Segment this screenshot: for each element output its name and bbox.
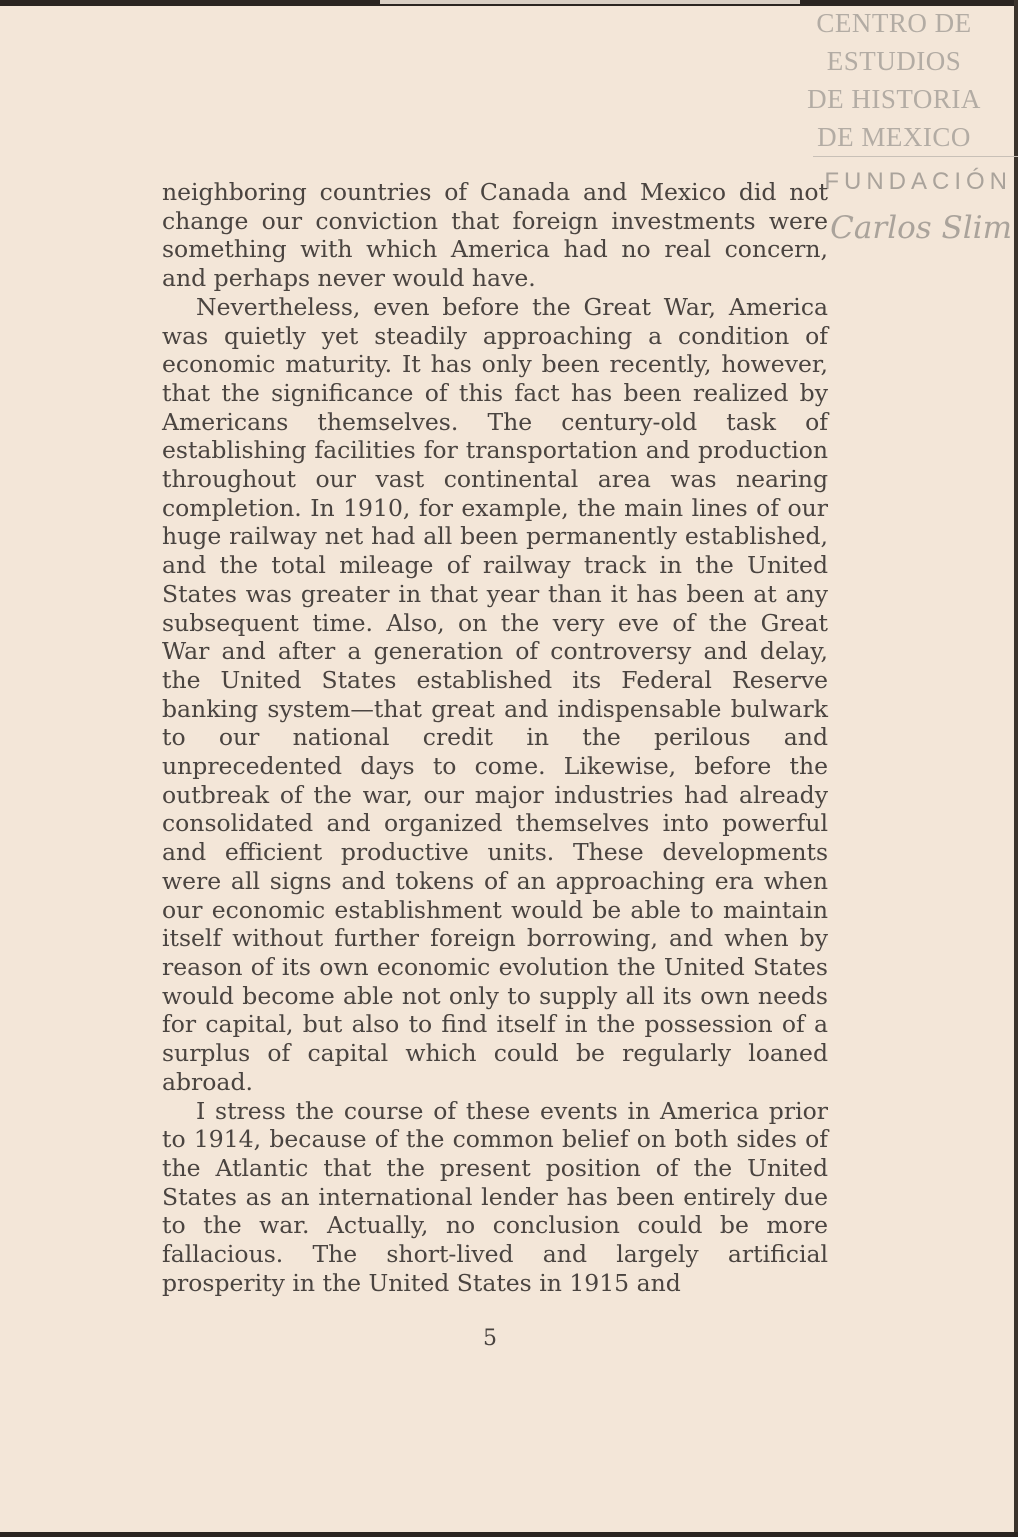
body-text — [162, 178, 828, 1297]
stamp-line-1: CENTRO DE — [816, 8, 972, 38]
archive-watermark-stamp — [807, 4, 1018, 246]
page-number: 5 — [483, 1326, 497, 1351]
paragraph-continued: neighboring countries of Canada and Mexico did not change our conviction that foreign investments were something with which America had no real concern, and perhaps never would have. — [162, 178, 828, 293]
stamp-signature: Carlos Slim — [830, 210, 1012, 246]
paragraph-economic-maturity: Nevertheless, even before the Great War, America was quietly yet steadily approaching a condition of economic maturity. It has only been recently, however, that the significance of this fact has been realized by Americans themselves. The century-old task of establishing facilities for transportation and production throughout our vast continental area was nearing completion. In 1910, for example, the main lines of our huge railway net had all been permanently established, and the total mileage of railway track in the United States was greater in that year than it has been at any subsequent time. Also, on the very eve of the Great War and after a generation of controversy and delay, the United States established its Federal Reserve banking system—that great and indispensable bulwark to our national credit in the perilous and unprecedented days to come. Likewise, before the outbreak of the war, our major industries had already consolidated and organized themselves into powerful and efficient productive units. These developments were all signs and tokens of an approaching era when our economic establishment would be able to maintain itself without further foreign borrowing, and when by reason of its own economic evolution the United States would become able not only to supply all its own needs for capital, but also to find itself in the possession of a surplus of capital which could be regularly loaned abroad. — [162, 292, 828, 1096]
stamp-line-3: DE HISTORIA — [807, 84, 981, 114]
stamp-foundation-label: FUNDACIÓN — [824, 168, 1012, 195]
page-top-edge-highlight — [380, 0, 800, 4]
paragraph-events-prior-1914: I stress the course of these events in America prior to 1914, because of the common belief on both sides of the Atlantic that the present position of the United States as an international lender has been entirely due to the war. Actually, no conclusion could be more fallacious. The short-lived and largely artificial prosperity in the United States in 1915 and — [162, 1096, 828, 1297]
stamp-line-4: DE MEXICO — [817, 122, 971, 152]
stamp-line-2: ESTUDIOS — [826, 46, 962, 76]
stamp-divider — [813, 156, 1018, 157]
page-bottom-edge — [0, 1532, 1018, 1537]
